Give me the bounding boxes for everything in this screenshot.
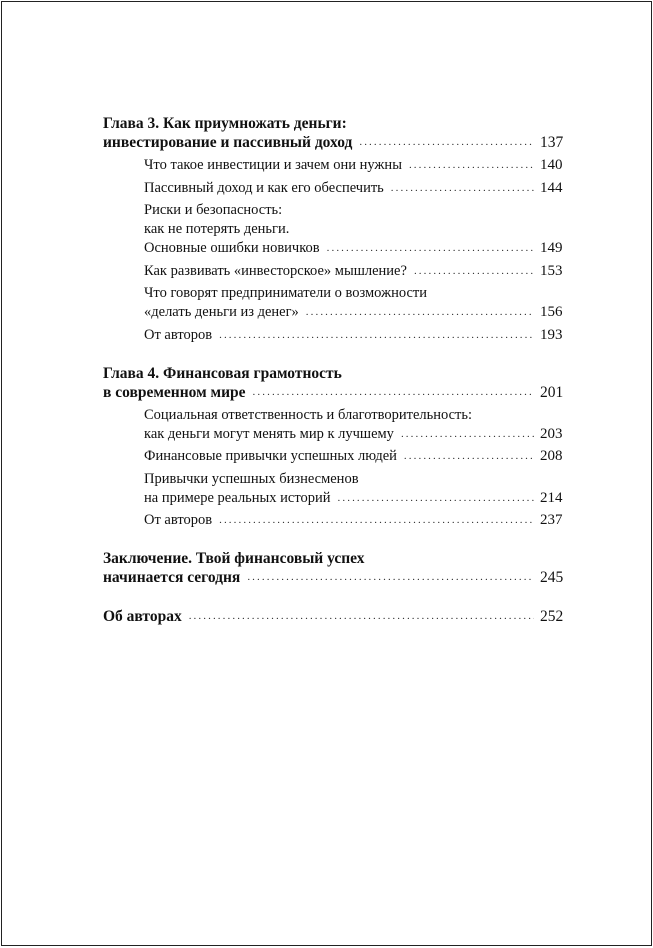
dot-leader xyxy=(404,447,534,466)
toc-section[interactable] xyxy=(144,406,562,444)
conclusion-title-line-2: начинается сегодня xyxy=(103,569,241,586)
dot-leader xyxy=(189,607,534,626)
dot-leader xyxy=(253,383,534,402)
section-page-number: 149 xyxy=(540,240,563,256)
section-page-number: 140 xyxy=(540,157,563,173)
toc-chapter-3 xyxy=(103,114,562,345)
section-title-line: Социальная ответственность и благотворительность: xyxy=(144,406,473,423)
section-title-line: Что говорят предприниматели о возможности xyxy=(144,285,427,301)
chapter-3-title-line-2: инвестирование и пассивный доход xyxy=(103,134,353,151)
section-title-line: как не потерять деньги. xyxy=(144,221,290,237)
toc-conclusion xyxy=(103,549,562,587)
dot-leader xyxy=(327,239,534,258)
section-title: Финансовые привычки успешных людей xyxy=(144,448,397,464)
section-title: Что такое инвестиции и зачем они нужны xyxy=(144,157,402,173)
section-page-number: 208 xyxy=(540,448,563,464)
dot-leader xyxy=(391,179,534,198)
about-authors-entry[interactable] xyxy=(103,607,562,626)
table-of-contents xyxy=(103,114,562,645)
section-title: «делать деньги из денег» xyxy=(144,304,299,320)
toc-section[interactable] xyxy=(144,447,562,466)
dot-leader xyxy=(414,262,534,281)
conclusion-page-number: 245 xyxy=(540,569,564,586)
toc-section[interactable] xyxy=(144,262,562,281)
chapter-4-page-number: 201 xyxy=(540,383,564,401)
toc-section[interactable] xyxy=(144,284,562,322)
dot-leader xyxy=(359,133,534,152)
chapter-4-sections xyxy=(144,406,562,531)
section-page-number: 153 xyxy=(540,262,563,279)
section-title: Как развивать «инвесторское» мышление? xyxy=(144,262,407,279)
dot-leader xyxy=(247,568,534,587)
section-title: От авторов xyxy=(144,326,213,343)
chapter-3-page-number: 137 xyxy=(540,134,564,151)
chapter-3-sections xyxy=(144,156,562,345)
chapter-4-title-line-1: Глава 4. Финансовая грамотность xyxy=(103,364,342,382)
section-page-number: 156 xyxy=(540,304,563,320)
chapter-3-title-line-1: Глава 3. Как приумножать деньги: xyxy=(103,115,347,132)
toc-section[interactable] xyxy=(144,511,562,530)
section-title: От авторов xyxy=(144,512,213,528)
section-title: на примере реальных историй xyxy=(144,489,331,506)
section-page-number: 144 xyxy=(540,179,563,196)
book-page xyxy=(1,1,652,946)
toc-section[interactable] xyxy=(144,156,562,175)
section-title-line: Привычки успешных бизнесменов xyxy=(144,470,359,487)
dot-leader xyxy=(409,156,534,175)
toc-section[interactable] xyxy=(144,179,562,198)
dot-leader xyxy=(219,326,534,345)
section-title-line: Риски и безопасность: xyxy=(144,202,283,218)
conclusion-entry[interactable] xyxy=(103,568,562,587)
dot-leader xyxy=(401,425,534,444)
section-page-number: 214 xyxy=(540,489,563,506)
about-authors-title: Об авторах xyxy=(103,608,182,625)
chapter-3-entry[interactable] xyxy=(103,133,562,152)
section-page-number: 203 xyxy=(540,425,563,442)
section-title: Пассивный доход и как его обеспечить xyxy=(144,179,384,196)
chapter-4-entry[interactable] xyxy=(103,383,562,402)
toc-section[interactable] xyxy=(144,326,562,345)
about-authors-page-number: 252 xyxy=(540,608,564,625)
section-page-number: 237 xyxy=(540,512,563,528)
toc-about-authors xyxy=(103,607,562,626)
toc-section[interactable] xyxy=(144,201,562,258)
conclusion-title-line-1: Заключение. Твой финансовый успех xyxy=(103,550,365,567)
section-page-number: 193 xyxy=(540,326,563,343)
dot-leader xyxy=(338,489,534,508)
chapter-4-title-line-2: в современном мире xyxy=(103,383,246,401)
section-title: Основные ошибки новичков xyxy=(144,240,320,256)
dot-leader xyxy=(219,511,534,530)
toc-section[interactable] xyxy=(144,470,562,508)
toc-chapter-4 xyxy=(103,364,562,531)
section-title: как деньги могут менять мир к лучшему xyxy=(144,425,394,442)
dot-leader xyxy=(306,303,534,322)
